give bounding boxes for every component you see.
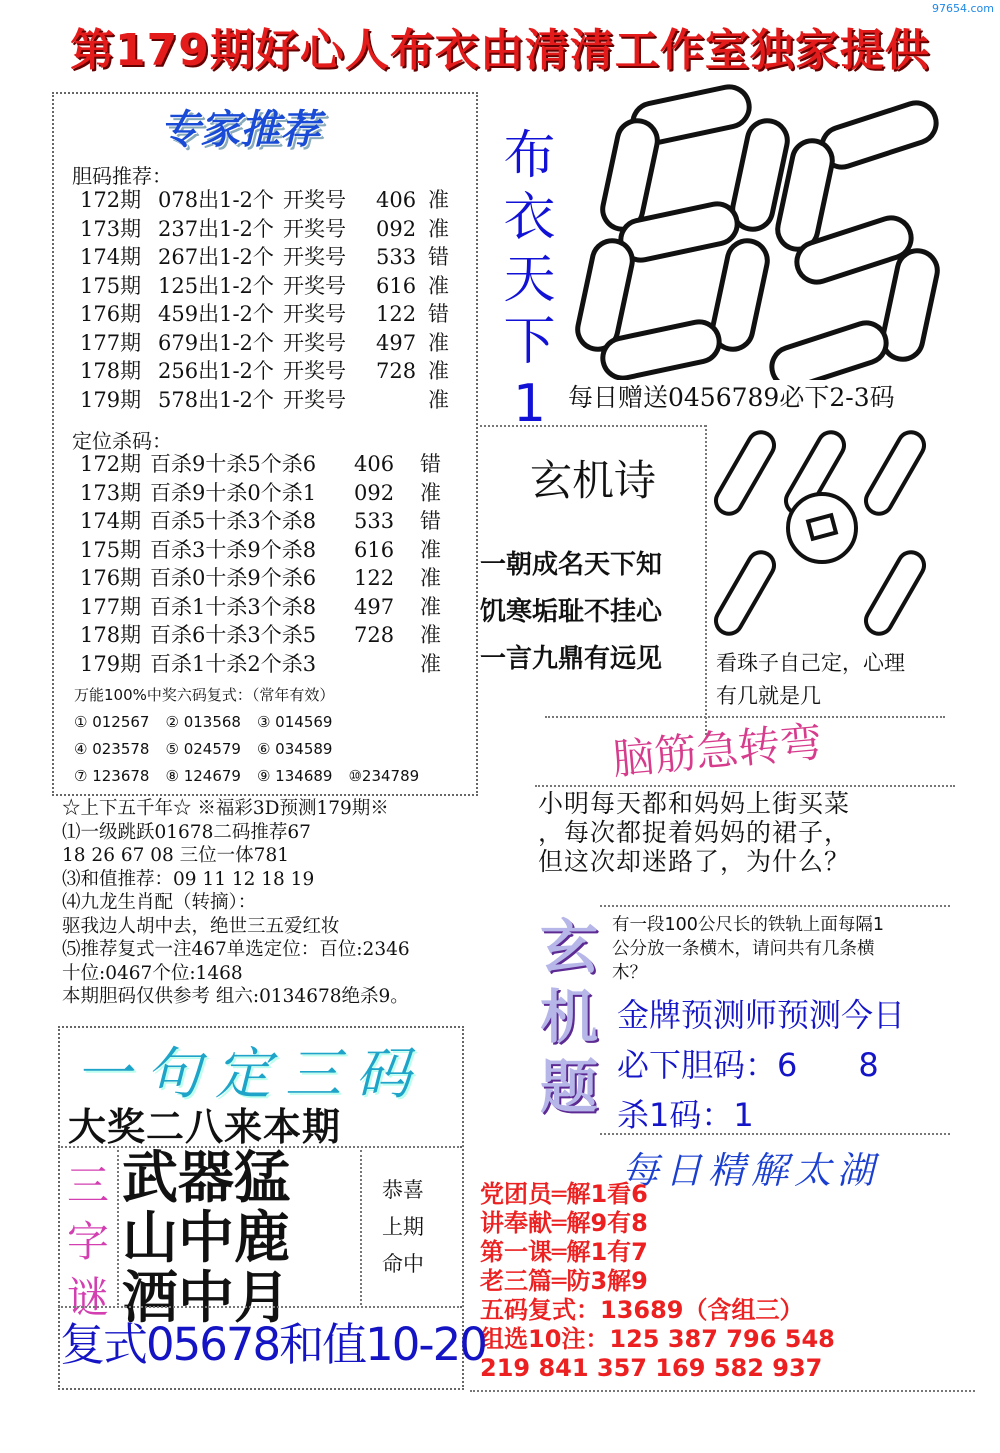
prediction-line: 驱我边人胡中去，绝世三五爱红妆 bbox=[62, 915, 340, 937]
combo-section bbox=[74, 682, 419, 790]
taihu-title: 每日精解太湖 bbox=[622, 1149, 880, 1192]
daily-gift: 每日赠送0456789必下2-3码 bbox=[568, 383, 895, 412]
table-row: 173期 237出1-2个 开奖号 092 准 bbox=[80, 216, 449, 241]
table-row: 172期 078出1-2个 开奖号 406 准 bbox=[80, 188, 449, 212]
yiju-title: 一句定三码 bbox=[75, 1042, 425, 1107]
poem-block bbox=[480, 542, 662, 683]
three-word-riddle: 武器猛 山中鹿 酒中月 bbox=[122, 1145, 290, 1331]
site-watermark: 97654.com bbox=[932, 2, 994, 15]
gold-prediction: 金牌预测师预测今日 必下胆码：6 8 杀1码：1 bbox=[617, 996, 906, 1134]
brain-title: 脑筋急转弯 bbox=[610, 716, 824, 785]
divider-line bbox=[360, 1150, 362, 1305]
digit-8-segments bbox=[574, 83, 791, 380]
congrats-note: 恭喜 上期 命中 bbox=[382, 1178, 424, 1276]
table-row: 176期 百杀0十杀9个杀6 122 准 bbox=[80, 566, 441, 590]
prediction-line: ⑷九龙生肖配（转摘）： bbox=[62, 892, 257, 913]
divider-line bbox=[600, 1133, 950, 1135]
table-row: 175期 125出1-2个 开奖号 616 准 bbox=[80, 273, 449, 298]
prediction-line: 十位:0467个位:1468 bbox=[62, 962, 243, 984]
buyi-vertical-title: 布 衣 天 下 1 bbox=[503, 126, 556, 434]
table-row: 174期 267出1-2个 开奖号 533 错 bbox=[80, 245, 449, 269]
bead-graphic bbox=[712, 418, 962, 648]
prediction-line: 本期胆码仅供参考 组六:0134678绝杀9。 bbox=[62, 986, 409, 1007]
divider-line bbox=[117, 1150, 119, 1305]
table-row: 179期 578出1-2个 开奖号 准 bbox=[80, 387, 449, 412]
expert-title: 专家推荐 bbox=[160, 107, 320, 153]
table-row: 173期 百杀9十杀0个杀1 092 准 bbox=[80, 480, 441, 505]
brain-riddle: 小明每天都和妈妈上街买菜 ，每次都捉着妈妈的裙子， 但这次却迷路了，为什么？ bbox=[538, 789, 851, 876]
poem-line: 饥寒垢耻不挂心 bbox=[480, 597, 663, 627]
prediction-block bbox=[62, 797, 410, 1009]
combo-label: 万能100%中奖六码复式：（常年有效） bbox=[74, 686, 335, 704]
divider-line bbox=[600, 905, 950, 907]
page-title: 第179期好心人布衣由清清工作室独家提供 bbox=[70, 25, 930, 76]
table-row: 172期 百杀9十杀5个杀6 406 错 bbox=[80, 452, 441, 476]
combo-row: ⑦ 123678 ⑧ 124679 ⑨ 134689 ⑩234789 bbox=[74, 767, 420, 785]
combo-row: ① 012567 ② 013568 ③ 014569 bbox=[74, 713, 333, 731]
digit-5-segments bbox=[767, 98, 942, 380]
table-row: 178期 256出1-2个 开奖号 728 准 bbox=[80, 359, 449, 383]
combo-row: ④ 023578 ⑤ 024579 ⑥ 034589 bbox=[74, 740, 333, 758]
kill-label: 定位杀码： bbox=[72, 429, 172, 453]
rail-question: 有一段100公尺长的铁轨上面每隔1 公分放一条横木，请问共有几条横 木？ bbox=[612, 915, 885, 983]
bead-note: 看珠子自己定，心理 有几就是几 bbox=[716, 651, 905, 708]
prediction-line: ☆上下五千年☆ ※福彩3D预测179期※ bbox=[62, 798, 389, 819]
prediction-line: ⑴一级跳跃01678二码推荐67 bbox=[62, 821, 311, 843]
divider-line bbox=[470, 1390, 975, 1392]
dan-label: 胆码推荐： bbox=[72, 164, 172, 188]
poem-line: 一言九鼎有远见 bbox=[480, 644, 663, 674]
table-row: 177期 679出1-2个 开奖号 497 准 bbox=[80, 330, 449, 355]
prediction-line: ⑶和值推荐：09 11 12 18 19 bbox=[62, 868, 315, 890]
table-row: 176期 459出1-2个 开奖号 122 错 bbox=[80, 302, 449, 326]
dajiang-line: 大奖二八来本期 bbox=[68, 1105, 342, 1149]
taihu-list: 党团员═解1看6 讲奉献═解9有8 第一课═解1有7 老三篇═防3解9 五码复式：13689（含组三） 组选10注：125 387 796 548 219 841 357 169 582 937 bbox=[480, 1180, 835, 1382]
poem-line: 一朝成名天下知 bbox=[480, 550, 663, 580]
divider-line bbox=[535, 785, 955, 787]
xuanji-vertical-title: 玄 机 题 bbox=[539, 913, 598, 1121]
divider-line bbox=[705, 425, 707, 735]
prediction-line: 18 26 67 08 三位一体781 bbox=[62, 845, 289, 866]
poem-title: 玄机诗 bbox=[530, 456, 657, 505]
dan-table bbox=[80, 186, 449, 414]
table-row: 178期 百杀6十杀3个杀5 728 准 bbox=[80, 623, 441, 647]
table-row: 179期 百杀1十杀2个杀3 准 bbox=[80, 651, 441, 676]
table-row: 177期 百杀1十杀3个杀8 497 准 bbox=[80, 594, 441, 619]
divider-line bbox=[480, 425, 706, 427]
fushi-line: 复式05678和值10-20 bbox=[60, 1318, 486, 1371]
three-word-riddle-label: 三 字 谜 bbox=[66, 1161, 109, 1322]
table-row: 175期 百杀3十杀9个杀8 616 准 bbox=[80, 537, 441, 562]
table-row: 174期 百杀5十杀3个杀8 533 错 bbox=[80, 509, 441, 533]
big-number-graphic bbox=[570, 80, 970, 380]
prediction-line: ⑸推荐复式一注467单选定位：百位:2346 bbox=[62, 939, 410, 960]
kill-table bbox=[80, 450, 441, 678]
